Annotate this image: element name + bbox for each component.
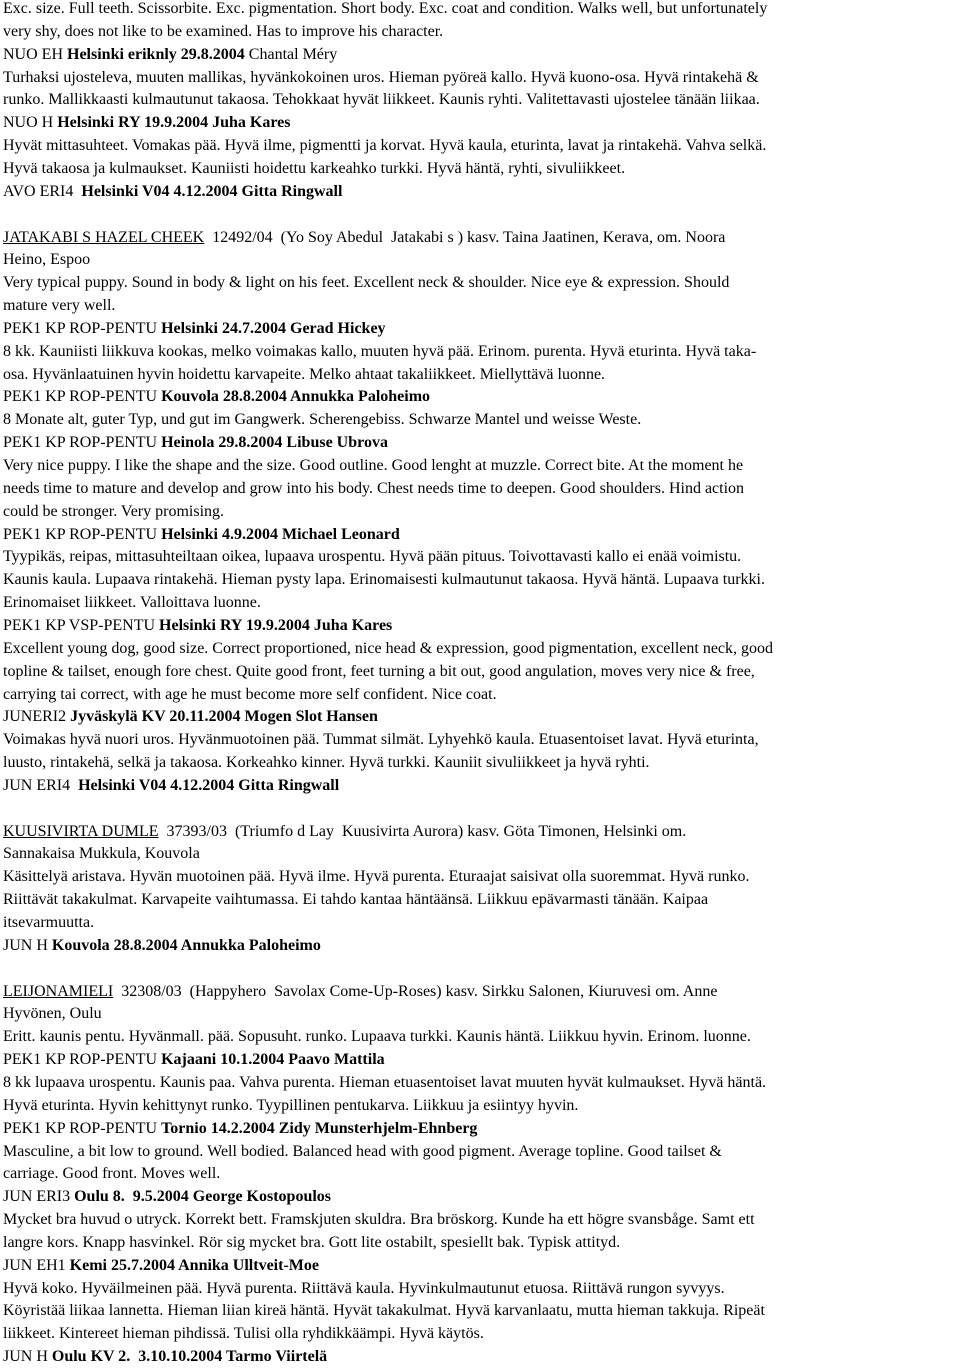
text-run: Very typical puppy. Sound in body & light on his feet. Excellent neck & shoulder. Nice eye & expression. Should — [3, 274, 730, 292]
text-line — [3, 501, 224, 524]
text-run: Hyvät mittasuhteet. Vomakas pää. Hyvä ilme, pigmentti ja korvat. Hyvä kaula, eturinta, lavat ja rintakehä. Vahva selkä. — [3, 137, 767, 155]
text-line — [3, 158, 625, 181]
text-line — [3, 44, 337, 67]
bold-run: Tornio 14.2.2004 Zidy Munsterhjelm-Ehnberg — [161, 1119, 478, 1137]
text-line — [3, 1141, 722, 1164]
text-line — [3, 638, 773, 661]
text-line — [3, 1003, 102, 1026]
text-run: itsevarmuutta. — [3, 914, 95, 931]
text-run: 32308/03 (Happyhero Savolax Come-Up-Roses) kasv. Sirkku Salonen, Kiuruvesi om. Anne — [113, 982, 718, 1000]
text-run: PEK1 KP VSP-PENTU — [3, 616, 160, 634]
text-run: JUN ERI4 — [3, 776, 79, 794]
text-run: liikkeet. Kintereet hieman pihdissä. Tulisi olla ryhdikkäämpi. Hyvä käytös. — [3, 1325, 484, 1343]
text-run: carrying tai correct, with age he must become more self confident. Nice coat. — [3, 685, 497, 703]
text-line — [3, 0, 767, 21]
bold-run: Jyväskylä KV 20.11.2004 Mogen Slot Hansen — [70, 708, 378, 726]
text-line — [3, 364, 605, 387]
text-line — [3, 569, 765, 592]
text-line — [3, 546, 741, 569]
text-run: 12492/04 (Yo Soy Abedul Jatakabi s ) kasv. Taina Jaatinen, Kerava, om. Noora — [204, 228, 726, 246]
dog-name-heading: LEIJONAMIELI — [3, 982, 114, 1000]
text-run: Köyristää liikaa lannetta. Hieman liian kireä häntä. Hyvät takakulmat. Hyvä karvanlaatu, mutta hieman takkuja. Ripeät — [3, 1302, 765, 1320]
text-run: Sannakaisa Mukkula, Kouvola — [3, 845, 200, 863]
bold-run: Helsinki RY 19.9.2004 Juha Kares — [57, 114, 291, 132]
text-line — [3, 866, 749, 889]
bold-run: Helsinki RY 19.9.2004 Juha Kares — [159, 616, 393, 634]
text-line — [3, 318, 386, 341]
text-line — [3, 615, 392, 638]
text-line — [3, 889, 708, 912]
text-run: Käsittelyä aristava. Hyvän muotoinen pää. Hyvä ilme. Hyvä purenta. Eturaajat saisivat olla suoremmat. Hyvä runko. — [3, 868, 750, 886]
dog-name-heading: KUUSIVIRTA DUMLE — [3, 822, 159, 840]
text-run: Riittävät takakulmat. Karvapeite vaihtumassa. Ei tahdo kantaa häntäänsä. Liikkuu epävarmasti tänään. Kaipaa — [3, 891, 709, 909]
text-line — [3, 227, 725, 250]
text-line — [3, 135, 766, 158]
text-line — [3, 706, 378, 729]
text-run: JUN H — [3, 936, 52, 954]
bold-run: Heinola 29.8.2004 Libuse Ubrova — [161, 434, 388, 452]
text-run: 8 kk. Kauniisti liikkuva kookas, melko voimakas kallo, muuten hyvä pää. Erinom. purenta. Hyvä eturinta. Hyvä taka- — [3, 342, 757, 360]
text-line — [3, 981, 717, 1004]
text-line — [3, 272, 729, 295]
text-line — [3, 67, 759, 90]
text-line — [3, 821, 686, 844]
text-run: Hyvä koko. Hyväilmeinen pää. Hyvä purenta. Riittävä kaula. Hyvinkulmautunut etuosa. Riittävä rungon syvyys. — [3, 1279, 725, 1297]
text-line — [3, 249, 90, 272]
text-line — [3, 935, 321, 958]
text-run: Chantal Méry — [244, 45, 338, 63]
text-run: Masculine, a bit low to ground. Well bodied. Balanced head with good pigment. Average topline. Good tailset & — [3, 1142, 722, 1160]
bold-run: Helsinki V04 4.12.2004 Gitta Ringwall — [81, 182, 343, 200]
text-run: PEK1 KP ROP-PENTU — [3, 1119, 162, 1137]
text-line — [3, 1346, 327, 1369]
text-line — [3, 1323, 484, 1346]
text-run: JUNERI2 — [3, 708, 71, 726]
text-run: luusto, rintakehä, selkä ja takaosa. Korkeahko kinner. Hyvä turkki. Kauniit sivuliikkeet ja hyvä ryhti. — [3, 754, 650, 772]
text-run: could be stronger. Very promising. — [3, 502, 225, 520]
text-run: Hyvönen, Oulu — [3, 1005, 102, 1023]
text-run: needs time to mature and develop and grow into his body. Chest needs time to deepen. Good shoulders. Hind action — [3, 479, 745, 497]
bold-run: Helsinki 24.7.2004 Gerad Hickey — [161, 319, 386, 337]
text-run: 8 Monate alt, guter Typ, und gut im Gangwerk. Scherengebiss. Schwarze Mantel und weisse Weste. — [3, 411, 642, 429]
text-run: Mycket bra huvud o utryck. Korrekt bett. Framskjuten skuldra. Bra bröskorg. Kunde ha ett högre svansbåge. Samt ett — [3, 1211, 755, 1229]
text-run: Voimakas hyvä nuori uros. Hyvänmuotoinen pää. Tummat silmät. Lyhyehkö kaula. Etuasentoiset lavat. Hyvä eturinta, — [3, 731, 759, 749]
text-run: JUN ERI3 — [3, 1188, 75, 1206]
text-line — [3, 89, 760, 112]
text-line — [3, 752, 650, 775]
text-run: Turhaksi ujosteleva, muuten mallikas, hyvänkokoinen uros. Hieman pyöreä kallo. Hyvä kuono-osa. Hyvä rintakehä & — [3, 68, 759, 86]
text-line — [3, 21, 443, 44]
text-line — [3, 1163, 220, 1186]
bold-run: Kouvola 28.8.2004 Annukka Paloheimo — [161, 388, 431, 406]
text-line — [3, 1232, 620, 1255]
text-line — [3, 843, 200, 866]
text-run: Erinomaiset liikkeet. Valloittava luonne. — [3, 594, 261, 612]
text-run: Excellent young dog, good size. Correct proportioned, nice head & expression, good pigmentation, excellent neck, good — [3, 639, 774, 657]
text-run: Hyvä eturinta. Hyvin kehittynyt runko. Tyypillinen pentukarva. Liikkuu ja esiintyy hyvin. — [3, 1096, 579, 1114]
text-line — [3, 1118, 477, 1141]
text-run: PEK1 KP ROP-PENTU — [3, 525, 162, 543]
text-line — [3, 455, 743, 478]
text-run: NUO H — [3, 114, 58, 132]
text-line — [3, 775, 339, 798]
text-line — [3, 1300, 765, 1323]
text-line — [3, 912, 94, 935]
text-line — [3, 409, 641, 432]
text-run: very shy, does not like to be examined. Has to improve his character. — [3, 22, 444, 40]
text-line — [3, 1186, 331, 1209]
text-run: carriage. Good front. Moves well. — [3, 1165, 221, 1183]
text-line — [3, 341, 756, 364]
text-run: PEK1 KP ROP-PENTU — [3, 1051, 162, 1069]
text-run: osa. Hyvänlaatuinen hyvin hoidettu karvapeite. Melko ahtaat takaliikkeet. Miellyttävä luonne. — [3, 365, 606, 383]
text-run: PEK1 KP ROP-PENTU — [3, 388, 162, 406]
bold-run: Kemi 25.7.2004 Annika Ulltveit-Moe — [69, 1256, 319, 1274]
text-run: 8 kk lupaava urospentu. Kaunis paa. Vahva purenta. Hieman etuasentoiset lavat muuten hyvät kulmaukset. Hyvä häntä. — [3, 1073, 767, 1091]
bold-run: Helsinki 4.9.2004 Michael Leonard — [161, 525, 400, 543]
text-run: PEK1 KP ROP-PENTU — [3, 434, 162, 452]
text-line — [3, 1072, 766, 1095]
text-line — [3, 592, 261, 615]
text-run: mature very well. — [3, 297, 116, 315]
text-run: runko. Mallikkaasti kulmautunut takaosa. Tehokkaat hyvät liikkeet. Kaunis ryhti. Valitettavasti ujostelee tänään liikaa. — [3, 91, 760, 109]
text-line — [3, 295, 115, 318]
text-line — [3, 524, 400, 547]
text-run: Kaunis kaula. Lupaava rintakehä. Hieman pysty lapa. Erinomaisesti kulmautunut takaosa. Hyvä häntä. Lupaava turkki. — [3, 571, 765, 589]
bold-run: Kouvola 28.8.2004 Annukka Paloheimo — [51, 936, 321, 954]
bold-run: Oulu 8. 9.5.2004 George Kostopoulos — [74, 1188, 332, 1206]
text-line — [3, 1209, 755, 1232]
text-run: NUO EH — [3, 45, 67, 63]
bold-run: Oulu KV 2. 3.10.10.2004 Tarmo Viirtelä — [51, 1348, 328, 1366]
text-line — [3, 1095, 578, 1118]
bold-run: Helsinki eriknly 29.8.2004 — [67, 45, 245, 63]
text-run: Eritt. kaunis pentu. Hyvänmall. pää. Sopusuht. runko. Lupaava turkki. Kaunis häntä. Liikkuu hyvin. Erinom. luonne. — [3, 1028, 751, 1046]
dog-name-heading: JATAKABI S HAZEL CHEEK — [3, 228, 205, 246]
text-run: topline & tailset, enough fore chest. Quite good front, feet turning a bit out, good angulation, moves very nice & free, — [3, 662, 755, 680]
text-line — [3, 1026, 751, 1049]
text-line — [3, 684, 497, 707]
text-run: 37393/03 (Triumfo d Lay Kuusivirta Aurora) kasv. Göta Timonen, Helsinki om. — [158, 822, 687, 840]
text-run: Heino, Espoo — [3, 251, 91, 269]
text-run: PEK1 KP ROP-PENTU — [3, 319, 162, 337]
text-run: JUN H — [3, 1348, 52, 1366]
text-line — [3, 478, 744, 501]
text-line — [3, 1255, 319, 1278]
text-run: JUN EH1 — [3, 1256, 70, 1274]
text-line — [3, 432, 388, 455]
text-line — [3, 729, 759, 752]
text-run: langre kors. Knapp hasvinkel. Rör sig mycket bra. Gott lite ostabilt, spesiellt bak. Typisk attityd. — [3, 1233, 621, 1251]
bold-run: Helsinki V04 4.12.2004 Gitta Ringwall — [78, 776, 340, 794]
text-line — [3, 386, 430, 409]
text-line — [3, 661, 755, 684]
text-run: Very nice puppy. I like the shape and the size. Good outline. Good lenght at muzzle. Correct bite. At the moment he — [3, 457, 744, 474]
text-run: AVO ERI4 — [3, 182, 82, 200]
text-line — [3, 112, 290, 135]
text-run: Hyvä takaosa ja kulmaukset. Kauniisti hoidettu karkeahko turkki. Hyvä häntä, ryhti, sivuliikkeet. — [3, 159, 626, 177]
bold-run: Kajaani 10.1.2004 Paavo Mattila — [161, 1051, 385, 1069]
text-line — [3, 181, 342, 204]
text-line — [3, 1049, 385, 1072]
text-line — [3, 1278, 725, 1301]
text-run: Tyypikäs, reipas, mittasuhteiltaan oikea, lupaava urospentu. Hyvä pään pituus. Toivottavasti kallo ei enää voimistu. — [3, 548, 742, 566]
text-run: Exc. size. Full teeth. Scissorbite. Exc. pigmentation. Short body. Exc. coat and condition. Walks well, but unfortunately — [3, 0, 768, 17]
